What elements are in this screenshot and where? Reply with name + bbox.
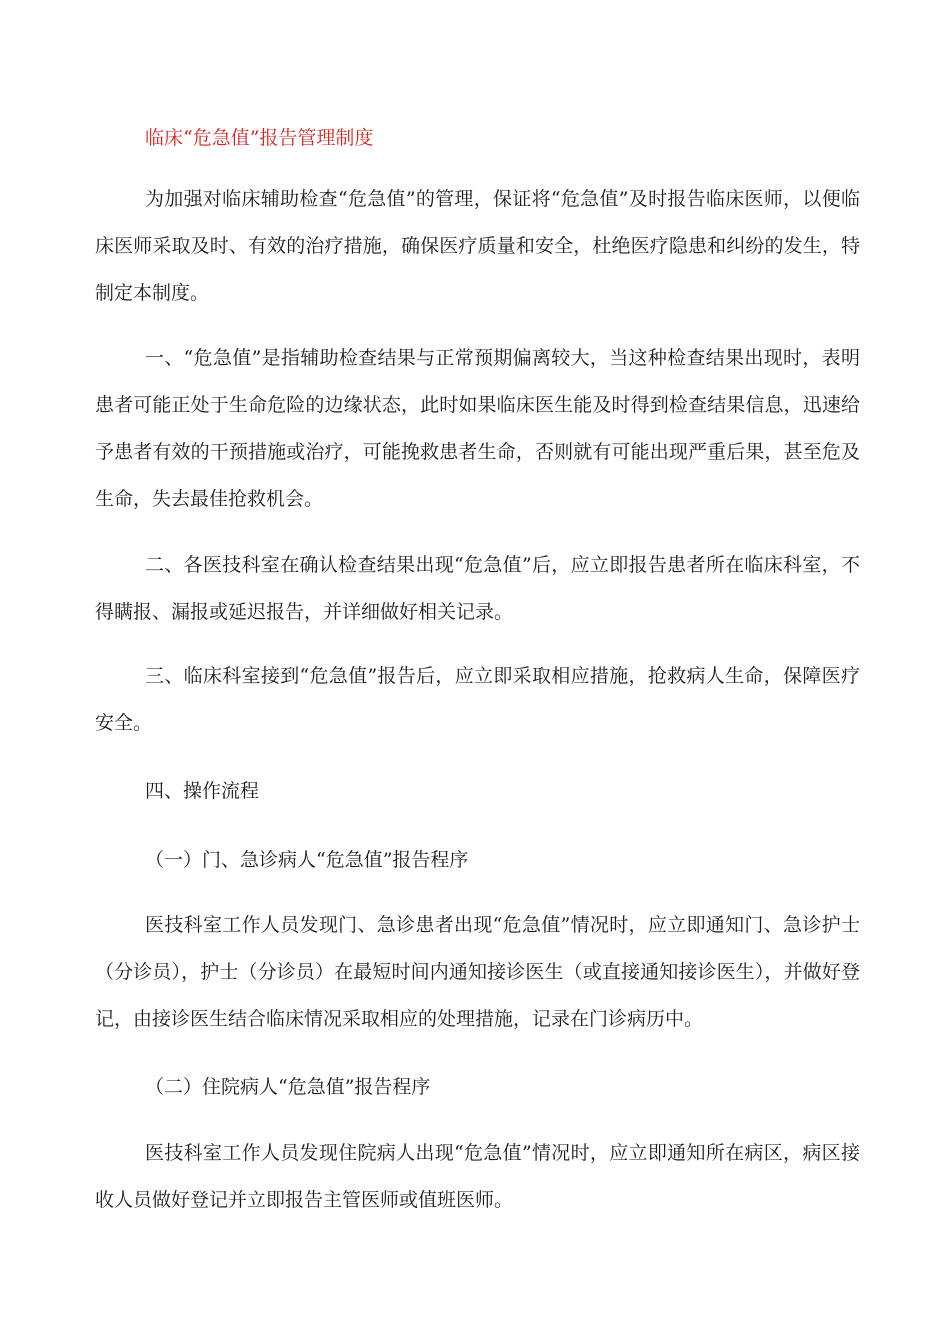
intro-paragraph: 为加强对临床辅助检查“危急值”的管理，保证将“危急值”及时报告临床医师，以便临床医师采取及时、有效的治疗措施，确保医疗质量和安全，杜绝医疗隐患和纠纷的发生，特制定本制度。 (95, 188, 860, 304)
section-4-heading: 四、操作流程 (145, 780, 260, 802)
section-3-paragraph: 三、临床科室接到“危急值”报告后，应立即采取相应措施，抢救病人生命，保障医疗安全。 (95, 665, 860, 734)
section-1-paragraph: 一、“危急值”是指辅助检查结果与正常预期偏离较大，当这种检查结果出现时，表明患者可能正处于生命危险的边缘状态，此时如果临床医生能及时得到检查结果信息，迅速给予患者有效的干预措施或治疗，可能挽救患者生命，否则就有可能出现严重后果，甚至危及生命，失去最佳抢救机会。 (95, 347, 860, 510)
subsection-1-paragraph: 医技科室工作人员发现门、急诊患者出现“危急值”情况时，应立即通知门、急诊护士（分诊员），护士（分诊员）在最短时间内通知接诊医生（或直接通知接诊医生），并做好登记，由接诊医生结合临床情况采取相应的处理措施，记录在门诊病历中。 (95, 914, 860, 1030)
subsection-2-heading: （二）住院病人“危急值”报告程序 (145, 1076, 431, 1098)
subsection-2-paragraph: 医技科室工作人员发现住院病人出现“危急值”情况时，应立即通知所在病区，病区接收人员做好登记并立即报告主管医师或值班医师。 (95, 1142, 860, 1211)
document-title: 临床“危急值”报告管理制度 (145, 127, 374, 149)
subsection-1-heading: （一）门、急诊病人“危急值”报告程序 (145, 849, 469, 871)
section-2-paragraph: 二、各医技科室在确认检查结果出现“危急值”后，应立即报告患者所在临床科室，不得瞒报、漏报或延迟报告，并详细做好相关记录。 (95, 554, 860, 623)
